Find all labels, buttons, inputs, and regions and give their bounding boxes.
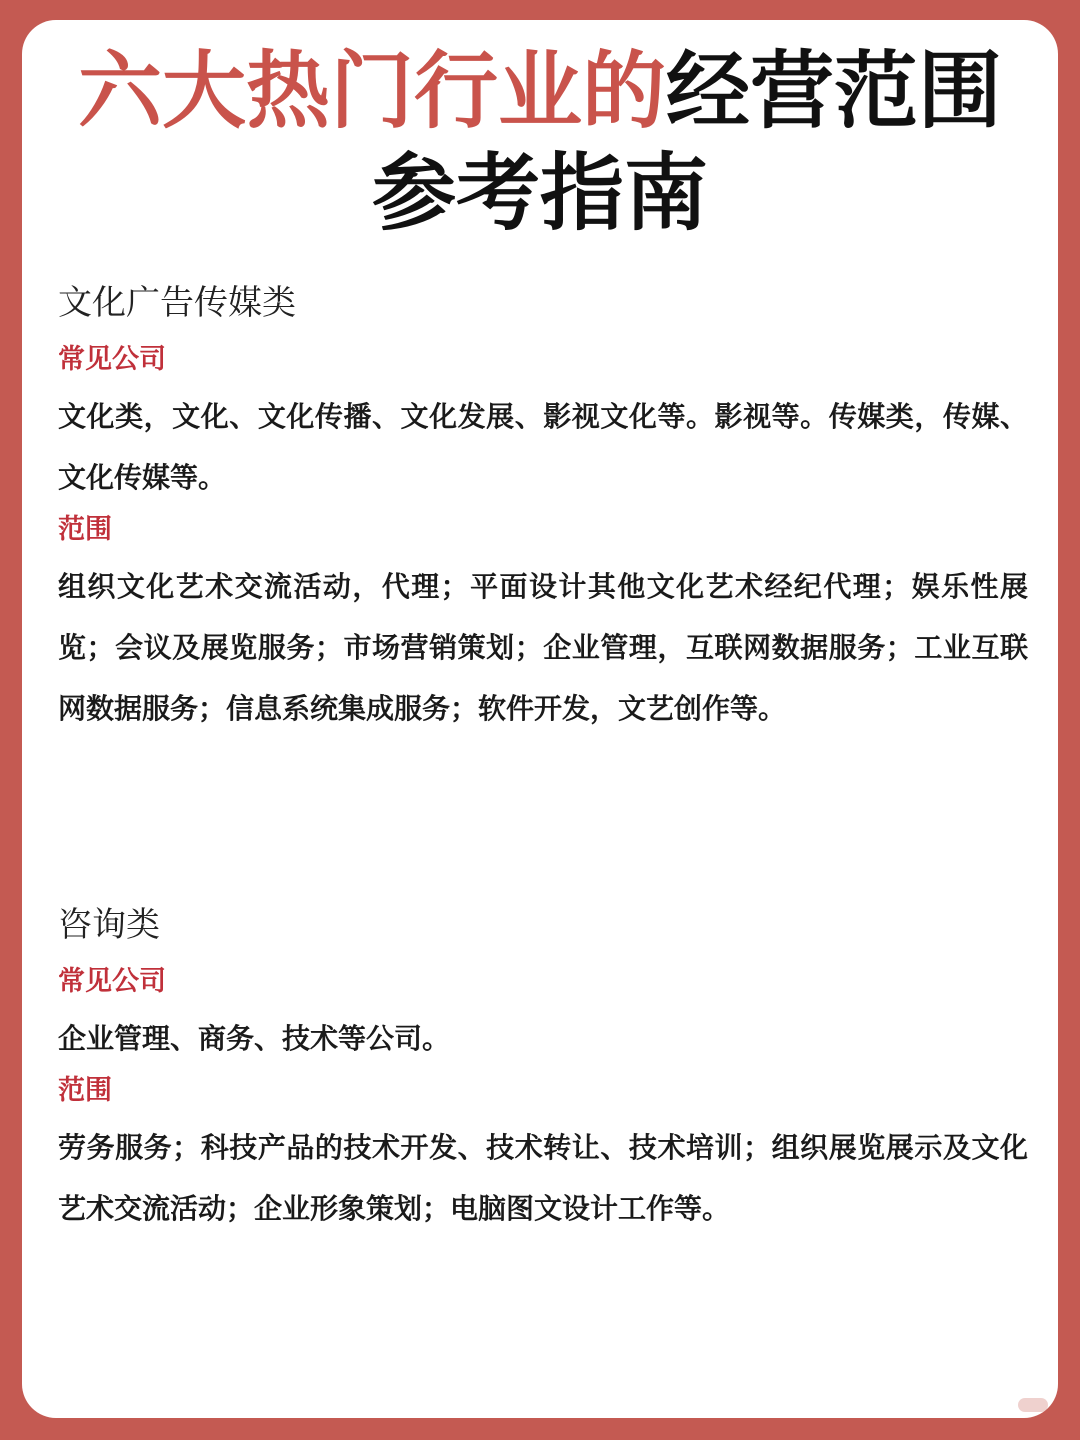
watermark-icon: [1018, 1398, 1048, 1412]
companies-text: 文化类，文化、文化传播、文化发展、影视文化等。影视等。传媒类，传媒、文化传媒等。: [58, 400, 1028, 494]
scope-label: 范围: [58, 514, 112, 545]
content-card: [22, 20, 1058, 1418]
title-black-part: 经营范围: [666, 42, 1003, 140]
section-culture-media: [58, 278, 1028, 739]
companies-label: 常见公司: [58, 966, 166, 997]
section-consulting: [58, 900, 1028, 1239]
section-heading: 咨询类: [58, 905, 160, 945]
companies-text: 企业管理、商务、技术等公司。: [58, 1022, 451, 1055]
scope-text: 劳务服务；科技产品的技术开发、技术转让、技术培训；组织展览展示及文化艺术交流活动；企业形象策划；电脑图文设计工作等。: [58, 1131, 1028, 1225]
scope-text: 组织文化艺术交流活动，代理；平面设计其他文化艺术经纪代理；娱乐性展览；会议及展览服务；市场营销策划；企业管理，互联网数据服务；工业互联网数据服务；信息系统集成服务；软件开发，文艺创作等。: [58, 570, 1028, 725]
scope-label: 范围: [58, 1075, 112, 1106]
title-red-part: 六大热门行业的: [77, 42, 666, 140]
page-title-line2: 参考指南: [371, 144, 708, 242]
section-heading: 文化广告传媒类: [58, 283, 296, 323]
companies-label: 常见公司: [58, 344, 166, 375]
page-title-line1: [22, 36, 1058, 146]
